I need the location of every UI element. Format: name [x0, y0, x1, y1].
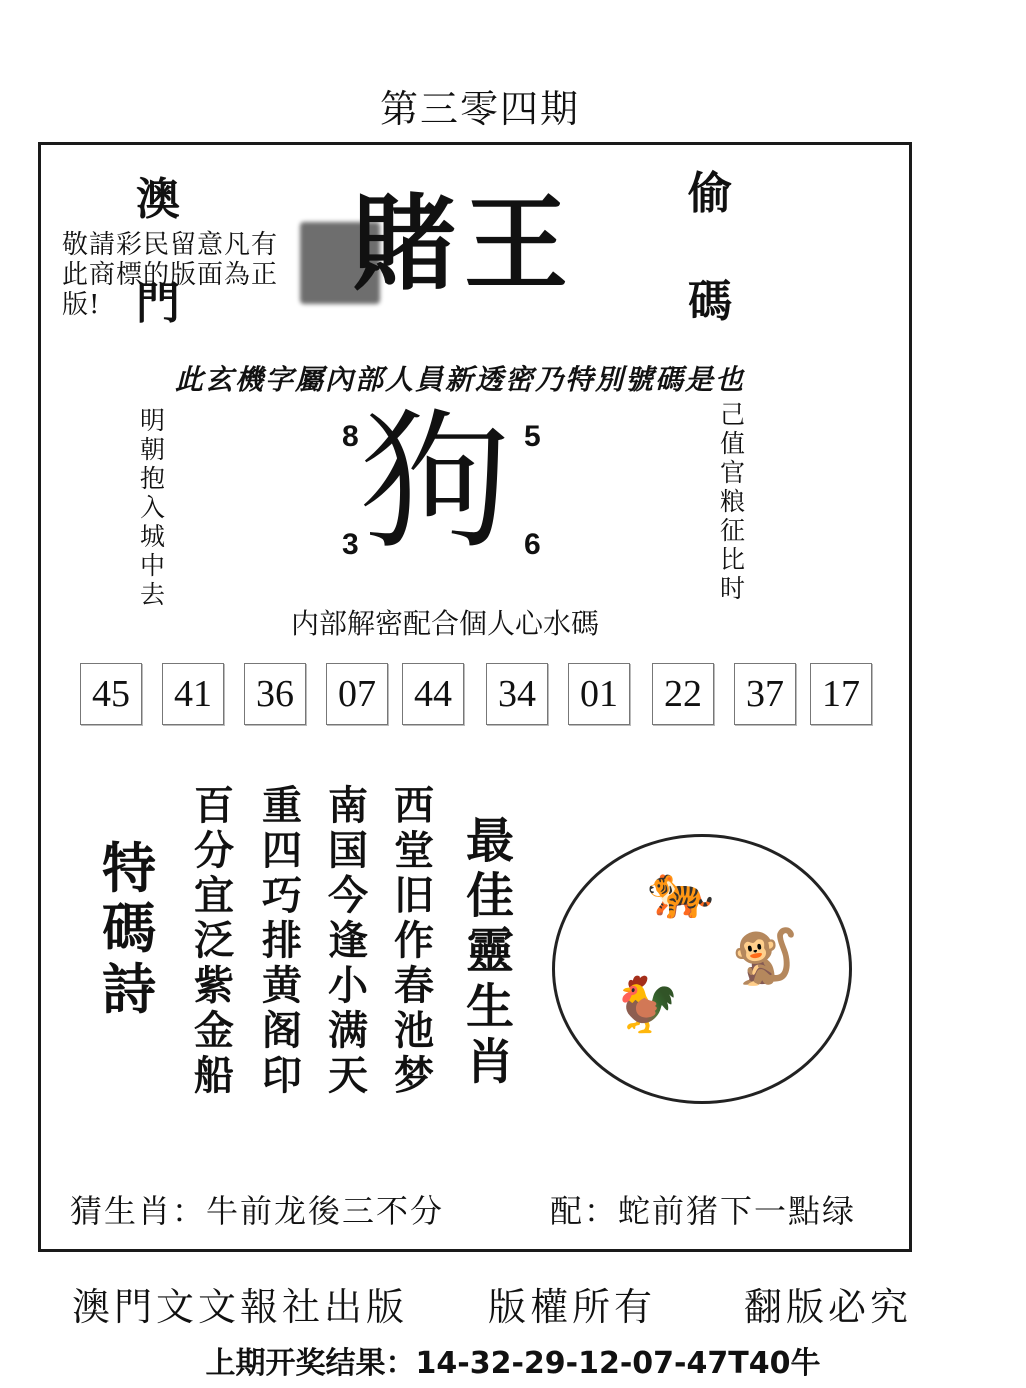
vertical-char: 黄 — [262, 963, 302, 1009]
vertical-char: 巧 — [262, 873, 302, 919]
vertical-char: 宜 — [194, 873, 234, 919]
corner-number-bottom-right: 6 — [524, 528, 541, 561]
poem-column — [328, 784, 368, 1099]
vertical-char: 征 — [720, 516, 746, 545]
poem-column — [262, 784, 302, 1099]
corner-number-bottom-left: 3 — [342, 528, 359, 561]
vertical-char: 碼 — [688, 275, 732, 327]
vertical-char: 阁 — [262, 1008, 302, 1054]
vertical-char: 值 — [720, 429, 746, 458]
vertical-char: 金 — [194, 1008, 234, 1054]
vertical-char: 西 — [394, 783, 434, 829]
vertical-char: 百 — [194, 783, 234, 829]
zodiac-circle — [552, 834, 852, 1104]
vertical-char: 靈 — [466, 923, 515, 980]
poem-column — [394, 784, 434, 1099]
vertical-char: 池 — [394, 1008, 434, 1054]
vertical-char: 紫 — [194, 963, 234, 1009]
vertical-char: 重 — [262, 783, 302, 829]
vertical-char: 門 — [136, 277, 180, 329]
vertical-char: 四 — [262, 828, 302, 874]
best-zodiac-label — [466, 814, 514, 1090]
number-box: 36 — [244, 663, 306, 725]
notice-text: 敬請彩民留意凡有此商標的版面為正版! — [62, 230, 279, 320]
vertical-char: 碼 — [102, 896, 156, 961]
number-box: 01 — [568, 663, 630, 725]
guess-zodiac: 猜生肖：牛前龙後三不分 — [70, 1192, 445, 1230]
number-box: 17 — [810, 663, 872, 725]
vertical-char: 朝 — [140, 435, 166, 464]
vertical-char: 特 — [102, 836, 156, 900]
vertical-char: 国 — [328, 828, 368, 874]
vertical-char: 入 — [140, 493, 166, 522]
rooster-icon: 🐓 — [613, 973, 681, 1036]
vertical-char: 最 — [466, 813, 515, 869]
vertical-char: 比 — [720, 545, 746, 574]
vertical-char: 抱 — [140, 464, 166, 493]
vertical-char: 今 — [328, 873, 368, 919]
number-box: 45 — [80, 663, 142, 725]
poem-label — [102, 838, 156, 1019]
vertical-char: 作 — [394, 918, 434, 964]
vertical-char: 詩 — [102, 956, 156, 1021]
poem-column — [194, 784, 234, 1099]
vertical-char: 官 — [720, 458, 746, 487]
number-box: 22 — [652, 663, 714, 725]
slogan: 此玄機字屬內部人員新透密乃特別號碼是也 — [174, 363, 745, 396]
vertical-char: 生 — [466, 978, 515, 1035]
vertical-char: 城 — [140, 522, 166, 551]
vertical-char: 中 — [140, 551, 166, 580]
vertical-char: 己 — [720, 400, 746, 429]
footer-publisher: 澳門文文報社出版 — [72, 1285, 409, 1329]
number-box: 34 — [486, 663, 548, 725]
vertical-char: 旧 — [394, 873, 434, 919]
footer-warning: 翻版必究 — [744, 1285, 913, 1329]
number-box: 37 — [734, 663, 796, 725]
featured-character: 狗 — [360, 396, 511, 570]
vertical-char: 排 — [262, 918, 302, 964]
vertical-char: 南 — [328, 783, 368, 829]
vertical-char: 明 — [140, 406, 166, 435]
vertical-char: 时 — [720, 574, 746, 603]
vertical-char: 泛 — [194, 918, 234, 964]
number-box: 41 — [162, 663, 224, 725]
vertical-char: 去 — [140, 580, 166, 609]
vertical-char: 船 — [194, 1053, 234, 1099]
pair-hint: 配：蛇前猪下一點绿 — [550, 1192, 857, 1230]
vertical-char: 分 — [194, 828, 234, 874]
last-result: 上期开奖结果：14-32-29-12-07-47T40牛 — [205, 1346, 821, 1381]
corner-number-top-left: 8 — [342, 420, 359, 453]
left-poem — [140, 406, 165, 609]
decode-caption: 内部解密配合個人心水碼 — [290, 608, 599, 639]
number-row — [80, 663, 880, 727]
vertical-char: 小 — [328, 963, 368, 1009]
tiger-icon: 🐅 — [647, 859, 715, 922]
issue-title: 第三零四期 — [379, 87, 580, 131]
vertical-char: 佳 — [466, 868, 515, 925]
monkey-icon: 🐒 — [731, 925, 799, 988]
vertical-char: 天 — [328, 1053, 368, 1099]
vertical-char: 印 — [262, 1053, 302, 1099]
masthead-title: 賭王 — [352, 182, 577, 305]
vertical-char: 澳 — [136, 174, 180, 225]
side-label-right — [688, 170, 732, 325]
vertical-char: 肖 — [466, 1033, 515, 1090]
vertical-char: 梦 — [394, 1053, 434, 1099]
vertical-char: 堂 — [394, 828, 434, 874]
number-box: 07 — [326, 663, 388, 725]
right-poem — [720, 400, 745, 603]
vertical-char: 逢 — [328, 918, 368, 964]
vertical-char: 粮 — [720, 487, 746, 516]
number-box: 44 — [402, 663, 464, 725]
vertical-char: 满 — [328, 1008, 368, 1054]
vertical-char: 春 — [394, 963, 434, 1009]
vertical-char: 偷 — [688, 168, 732, 219]
corner-number-top-right: 5 — [524, 420, 541, 453]
footer-rights: 版權所有 — [488, 1285, 657, 1329]
